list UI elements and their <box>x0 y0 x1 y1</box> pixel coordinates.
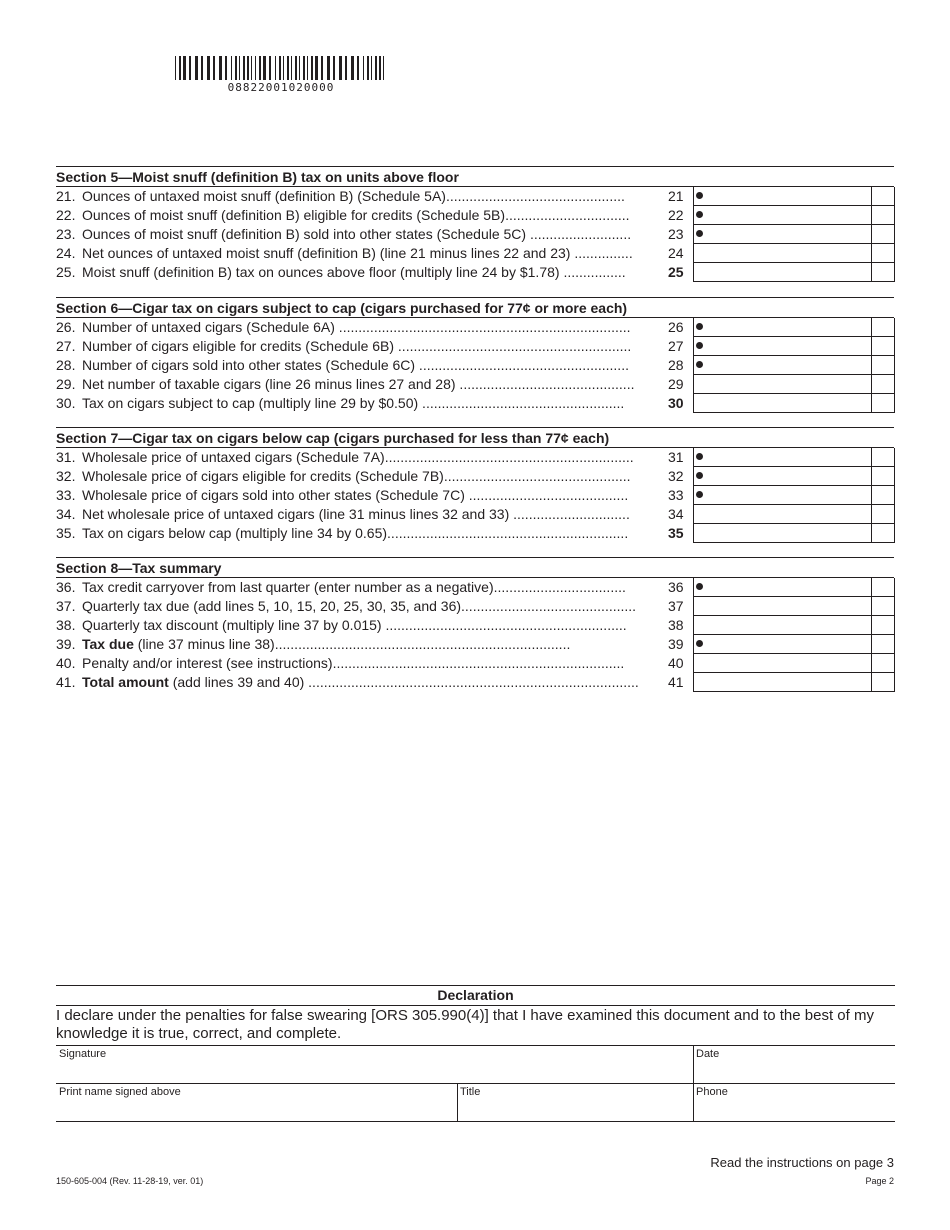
line-number-prefix: 25. <box>56 264 76 280</box>
line-41 <box>56 673 894 692</box>
line-27 <box>56 337 894 356</box>
bullet-icon <box>696 192 703 199</box>
section-lines <box>56 447 894 543</box>
barcode-bar <box>315 56 318 80</box>
section-title: Section 5—Moist snuff (definition B) tax on units above floor <box>56 166 894 186</box>
line-number-prefix: 31. <box>56 449 76 465</box>
line-label <box>56 578 683 597</box>
amount-input-24[interactable] <box>693 244 895 263</box>
barcode-bar <box>207 56 210 80</box>
bullet-icon <box>696 342 703 349</box>
line-text: Penalty and/or interest (see instructions) <box>82 655 333 671</box>
dot-leader: .............................................................. <box>381 617 627 633</box>
cents-divider <box>871 394 872 412</box>
date-field[interactable] <box>694 1046 894 1083</box>
dot-leader: .......................... <box>526 226 632 242</box>
barcode-bar <box>363 56 364 80</box>
dot-leader: .............................................................. <box>387 525 629 541</box>
line-number: 21 <box>668 188 684 204</box>
line-number-prefix: 37. <box>56 598 76 614</box>
cents-divider <box>871 187 872 205</box>
line-37 <box>56 597 894 616</box>
section-lines <box>56 317 894 413</box>
dot-leader: .................................. <box>493 579 626 595</box>
cents-divider <box>871 225 872 243</box>
barcode-bar <box>259 56 261 80</box>
line-text: Quarterly tax discount (multiply line 37 by 0.015) <box>82 617 382 633</box>
line-label <box>56 486 683 505</box>
line-text: Tax on cigars subject to cap (multiply line 29 by $0.50) <box>82 395 419 411</box>
line-number: 41 <box>668 674 684 690</box>
dot-leader: .............................................. <box>445 188 625 204</box>
cents-divider <box>871 524 872 542</box>
barcode-bar <box>333 56 335 80</box>
line-31 <box>56 448 894 467</box>
line-text: Ounces of moist snuff (definition B) eligible for credits (Schedule 5B) <box>82 207 506 223</box>
line-text: Number of cigars sold into other states (Schedule 6C) <box>82 357 416 373</box>
line-number: 32 <box>668 468 684 484</box>
line-number: 24 <box>668 245 684 261</box>
dot-leader: .............................. <box>509 506 630 522</box>
line-label <box>56 467 683 486</box>
dot-leader: ............................................................................ <box>274 636 571 652</box>
amount-input-32[interactable] <box>693 467 895 486</box>
line-label <box>56 673 683 692</box>
amount-input-40[interactable] <box>693 654 895 673</box>
bullet-icon <box>696 323 703 330</box>
barcode-bar <box>295 56 297 80</box>
barcode-bar <box>321 56 323 80</box>
barcode-bar <box>225 56 227 80</box>
line-label <box>56 206 683 225</box>
line-29 <box>56 375 894 394</box>
amount-input-29[interactable] <box>693 375 895 394</box>
section-lines <box>56 577 894 692</box>
line-label <box>56 654 683 673</box>
print-name-field[interactable] <box>56 1084 457 1121</box>
line-text: (add lines 39 and 40) <box>168 674 305 690</box>
amount-input-21[interactable] <box>693 187 895 206</box>
line-23 <box>56 225 894 244</box>
line-number: 40 <box>668 655 684 671</box>
barcode-bar <box>339 56 342 80</box>
line-35 <box>56 524 894 543</box>
line-number: 36 <box>668 579 684 595</box>
barcode-bar <box>195 56 198 80</box>
line-text: Quarterly tax due (add lines 5, 10, 15, 20, 25, 30, 35, and 36) <box>82 598 462 614</box>
line-text: Tax credit carryover from last quarter (enter number as a negative) <box>82 579 494 595</box>
bullet-icon <box>696 230 703 237</box>
amount-input-35[interactable] <box>693 524 895 543</box>
cents-divider <box>871 263 872 281</box>
barcode-bar <box>383 56 384 80</box>
bullet-icon <box>696 583 703 590</box>
line-number-prefix: 22. <box>56 207 76 223</box>
line-number-prefix: 39. <box>56 636 76 652</box>
line-text: Net number of taxable cigars (line 26 minus lines 27 and 28) <box>82 376 456 392</box>
section-lines <box>56 186 894 282</box>
barcode-bar <box>283 56 284 80</box>
cents-divider <box>871 578 872 596</box>
line-number: 35 <box>668 525 684 541</box>
line-text: Moist snuff (definition B) tax on ounces above floor (multiply line 24 by $1.78) <box>82 264 560 280</box>
line-label <box>56 244 683 263</box>
line-33 <box>56 486 894 505</box>
cents-divider <box>871 673 872 691</box>
dot-leader: ............................................................ <box>394 338 632 354</box>
dot-leader: ......................................... <box>464 487 629 503</box>
amount-input-39[interactable] <box>693 635 895 654</box>
barcode-bars <box>175 56 387 80</box>
line-number-prefix: 26. <box>56 319 76 335</box>
bullet-icon <box>696 472 703 479</box>
cents-divider <box>871 375 872 393</box>
section-title: Section 7—Cigar tax on cigars below cap (cigars purchased for less than 77¢ each) <box>56 427 894 447</box>
line-40 <box>56 654 894 673</box>
form-id: 150-605-004 (Rev. 11-28-19, ver. 01) <box>56 1176 204 1186</box>
barcode-bar <box>263 56 266 80</box>
barcode-bar <box>311 56 313 80</box>
amount-input-26[interactable] <box>693 318 895 337</box>
barcode-bar <box>189 56 191 80</box>
declaration-title: Declaration <box>56 985 895 1005</box>
line-text: Ounces of untaxed moist snuff (definition B) (Schedule 5A) <box>82 188 446 204</box>
barcode-bar <box>279 56 281 80</box>
amount-input-31[interactable] <box>693 448 895 467</box>
line-number-prefix: 36. <box>56 579 76 595</box>
barcode-bar <box>351 56 354 80</box>
dot-leader: ................................ <box>505 207 630 223</box>
bullet-icon <box>696 453 703 460</box>
line-label <box>56 263 683 282</box>
barcode-bar <box>327 56 330 80</box>
barcode-bar <box>219 56 222 80</box>
line-34 <box>56 505 894 524</box>
signature-field[interactable] <box>56 1046 693 1083</box>
line-30 <box>56 394 894 413</box>
dot-leader: ................................................................ <box>384 449 634 465</box>
dot-leader: ................................................ <box>443 468 631 484</box>
line-number: 38 <box>668 617 684 633</box>
barcode-bar <box>357 56 359 80</box>
section-title: Section 8—Tax summary <box>56 557 894 577</box>
amount-input-34[interactable] <box>693 505 895 524</box>
line-label <box>56 225 683 244</box>
bullet-icon <box>696 361 703 368</box>
barcode-bar <box>275 56 276 80</box>
line-label <box>56 337 683 356</box>
line-number-prefix: 28. <box>56 357 76 373</box>
date-label: Date <box>696 1048 720 1060</box>
barcode-bar <box>299 56 300 80</box>
line-text: Number of cigars eligible for credits (Schedule 6B) <box>82 338 395 354</box>
line-22 <box>56 206 894 225</box>
cents-divider <box>871 486 872 504</box>
line-number: 31 <box>668 449 684 465</box>
cents-divider <box>871 467 872 485</box>
dot-leader: ............... <box>570 245 633 261</box>
line-text: Net wholesale price of untaxed cigars (line 31 minus lines 32 and 33) <box>82 506 510 522</box>
line-number-prefix: 34. <box>56 506 76 522</box>
barcode-bar <box>213 56 215 80</box>
amount-input-36[interactable] <box>693 578 895 597</box>
section-8 <box>56 557 894 692</box>
line-24 <box>56 244 894 263</box>
cents-divider <box>871 505 872 523</box>
barcode-bar <box>251 56 252 80</box>
line-26 <box>56 318 894 337</box>
dot-leader: .................................................... <box>418 395 625 411</box>
barcode-bar <box>367 56 369 80</box>
line-number: 29 <box>668 376 684 392</box>
line-text: Wholesale price of cigars sold into other states (Schedule 7C) <box>82 487 465 503</box>
line-number-prefix: 35. <box>56 525 76 541</box>
line-number-prefix: 27. <box>56 338 76 354</box>
line-text: Net ounces of untaxed moist snuff (definition B) (line 21 minus lines 22 and 23) <box>82 245 571 261</box>
barcode <box>175 56 387 94</box>
dot-leader: ............................................. <box>461 598 637 614</box>
line-39 <box>56 635 894 654</box>
line-label <box>56 524 683 543</box>
line-number: 26 <box>668 319 684 335</box>
cents-divider <box>871 616 872 634</box>
bullet-icon <box>696 491 703 498</box>
title-field[interactable] <box>458 1084 693 1121</box>
line-number-prefix: 24. <box>56 245 76 261</box>
barcode-bar <box>247 56 249 80</box>
line-label <box>56 375 683 394</box>
declaration-block <box>56 985 895 1122</box>
barcode-bar <box>371 56 372 80</box>
line-label <box>56 635 683 654</box>
line-emphasis: Tax due <box>82 636 134 652</box>
cents-divider <box>871 318 872 336</box>
line-text: Number of untaxed cigars (Schedule 6A) <box>82 319 335 335</box>
line-label <box>56 448 683 467</box>
line-number: 39 <box>668 636 684 652</box>
barcode-bar <box>375 56 377 80</box>
signature-label: Signature <box>59 1048 107 1060</box>
barcode-bar <box>235 56 237 80</box>
amount-input-41[interactable] <box>693 673 895 692</box>
cents-divider <box>871 597 872 615</box>
line-number-prefix: 29. <box>56 376 76 392</box>
line-number-prefix: 21. <box>56 188 76 204</box>
line-21 <box>56 187 894 206</box>
line-label <box>56 187 683 206</box>
dot-leader: ..................................................................................... <box>304 674 639 690</box>
section-6 <box>56 297 894 413</box>
amount-input-30[interactable] <box>693 394 895 413</box>
line-label <box>56 597 683 616</box>
amount-input-25[interactable] <box>693 263 895 282</box>
amount-input-37[interactable] <box>693 597 895 616</box>
cents-divider <box>871 206 872 224</box>
line-38 <box>56 616 894 635</box>
barcode-bar <box>201 56 203 80</box>
dot-leader: ............................................. <box>455 376 635 392</box>
line-text: Wholesale price of cigars eligible for credits (Schedule 7B) <box>82 468 444 484</box>
line-number: 22 <box>668 207 684 223</box>
line-text: Tax on cigars below cap (multiply line 34 by 0.65) <box>82 525 388 541</box>
line-number: 28 <box>668 357 684 373</box>
page-number: Page 2 <box>865 1176 894 1186</box>
barcode-bar <box>345 56 347 80</box>
line-number: 25 <box>668 264 684 280</box>
line-number: 37 <box>668 598 684 614</box>
section-title: Section 6—Cigar tax on cigars subject to cap (cigars purchased for 77¢ or more each) <box>56 297 894 317</box>
barcode-bar <box>269 56 271 80</box>
barcode-bar <box>243 56 245 80</box>
line-label <box>56 505 683 524</box>
barcode-number: 08822001020000 <box>227 81 335 94</box>
amount-input-23[interactable] <box>693 225 895 244</box>
barcode-bar <box>231 56 232 80</box>
line-number: 30 <box>668 395 684 411</box>
barcode-bar <box>179 56 181 80</box>
line-number: 23 <box>668 226 684 242</box>
line-number-prefix: 40. <box>56 655 76 671</box>
dot-leader: ................ <box>559 264 626 280</box>
line-label <box>56 616 683 635</box>
line-number-prefix: 23. <box>56 226 76 242</box>
line-number-prefix: 33. <box>56 487 76 503</box>
dot-leader: ........................................................................... <box>332 655 625 671</box>
cents-divider <box>871 244 872 262</box>
line-number: 33 <box>668 487 684 503</box>
barcode-bar <box>303 56 305 80</box>
barcode-bar <box>183 56 186 80</box>
barcode-bar <box>175 56 176 80</box>
barcode-bar <box>239 56 240 80</box>
section-5 <box>56 166 894 282</box>
barcode-bar <box>255 56 256 80</box>
barcode-bar <box>307 56 308 80</box>
line-36 <box>56 578 894 597</box>
line-label <box>56 356 683 375</box>
section-7 <box>56 427 894 543</box>
line-28 <box>56 356 894 375</box>
barcode-bar <box>287 56 289 80</box>
title-label: Title <box>460 1086 481 1098</box>
bullet-icon <box>696 211 703 218</box>
dot-leader: ........................................................................... <box>334 319 631 335</box>
phone-field[interactable] <box>694 1084 894 1121</box>
cents-divider <box>871 635 872 653</box>
line-label <box>56 318 683 337</box>
line-number: 27 <box>668 338 684 354</box>
cents-divider <box>871 337 872 355</box>
line-text: Ounces of moist snuff (definition B) sold into other states (Schedule 5C) <box>82 226 527 242</box>
signature-row <box>56 1045 895 1083</box>
barcode-bar <box>379 56 381 80</box>
bullet-icon <box>696 640 703 647</box>
line-text: Wholesale price of untaxed cigars (Schedule 7A) <box>82 449 385 465</box>
line-number-prefix: 32. <box>56 468 76 484</box>
declaration-text: I declare under the penalties for false swearing [ORS 305.990(4)] that I have examined this document and to the best of my knowledge it is true, correct, and complete. <box>56 1005 895 1045</box>
cents-divider <box>871 654 872 672</box>
amount-input-38[interactable] <box>693 616 895 635</box>
amount-input-33[interactable] <box>693 486 895 505</box>
phone-label: Phone <box>696 1086 728 1098</box>
cents-divider <box>871 356 872 374</box>
line-label <box>56 394 683 413</box>
barcode-bar <box>291 56 292 80</box>
dot-leader: ...................................................... <box>415 357 629 373</box>
line-32 <box>56 467 894 486</box>
line-number: 34 <box>668 506 684 522</box>
line-number-prefix: 30. <box>56 395 76 411</box>
line-emphasis: Total amount <box>82 674 169 690</box>
read-instructions-note: Read the instructions on page 3 <box>710 1155 894 1170</box>
print-name-label: Print name signed above <box>59 1086 181 1098</box>
line-text: (line 37 minus line 38) <box>133 636 275 652</box>
cents-divider <box>871 448 872 466</box>
line-25 <box>56 263 894 282</box>
amount-input-22[interactable] <box>693 206 895 225</box>
line-number-prefix: 38. <box>56 617 76 633</box>
amount-input-28[interactable] <box>693 356 895 375</box>
line-number-prefix: 41. <box>56 674 76 690</box>
amount-input-27[interactable] <box>693 337 895 356</box>
print-name-row <box>56 1083 895 1122</box>
